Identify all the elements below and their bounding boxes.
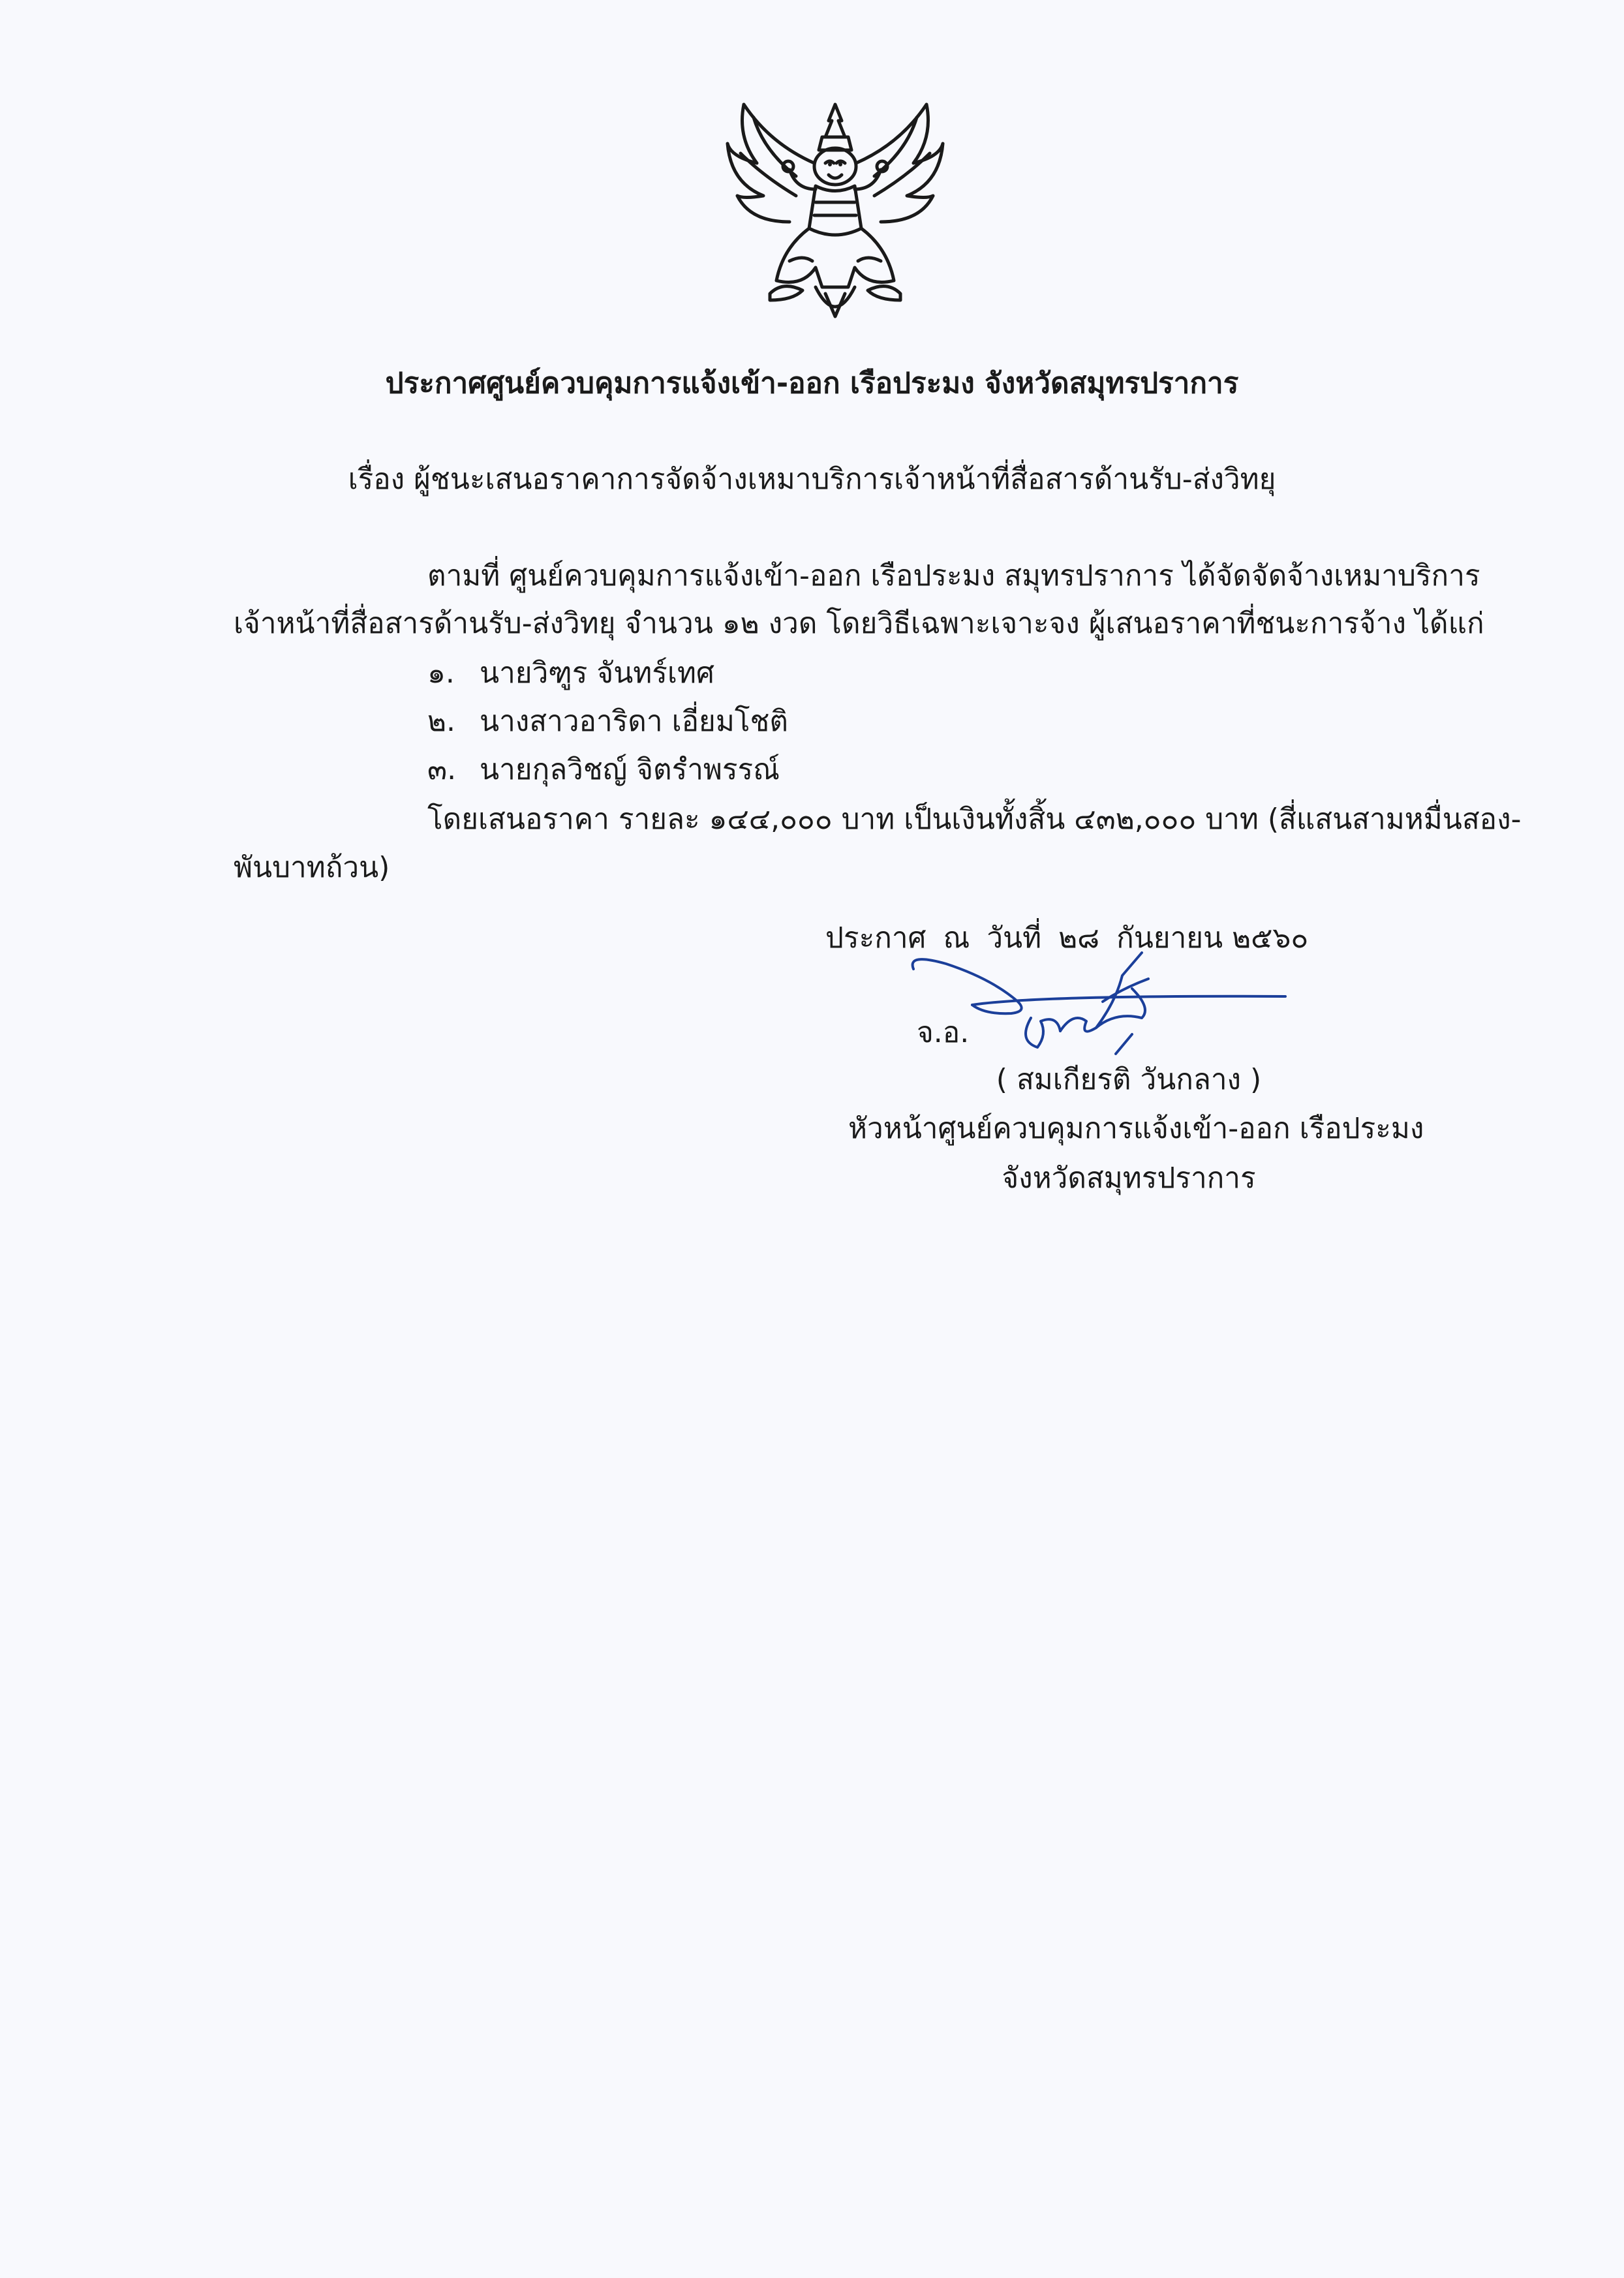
winner-item [427,745,780,795]
signer-position-line-2: จังหวัดสมุทรปราการ [1002,1162,1256,1195]
acting-prefix: จ.อ. [917,1016,970,1049]
signer-position-line-1: หัวหน้าศูนย์ควบคุมการแจ้งเข้า-ออก เรือประมง [848,1112,1424,1145]
winner-name: นางสาวอาริดา เอี่ยมโชติ [480,705,788,738]
announcement-subject: เรื่อง ผู้ชนะเสนอราคาการจัดจ้างเหมาบริการเจ้าหน้าที่สื่อสารด้านรับ-ส่งวิทยุ [348,463,1276,496]
day-label: วันที่ [987,921,1042,955]
winner-item [427,697,788,747]
signer-name: ( สมเกียรติ วันกลาง ) [996,1063,1262,1096]
price-line-2: พันบาทถ้วน) [234,851,390,884]
winner-number: ๓. [427,753,457,786]
price-line-1: โดยเสนอราคา รายละ ๑๔๔,๐๐๐ บาท เป็นเงินทั้งสิ้น ๔๓๒,๐๐๐ บาท (สี่แสนสามหมื่นสอง- [427,803,1522,836]
body-paragraph-line-1: ตามที่ ศูนย์ควบคุมการแจ้งเข้า-ออก เรือประมง สมุทรปราการ ได้จัดจัดจ้างเหมาบริการ [427,559,1480,593]
winner-number: ๑. [427,656,455,690]
signature-icon [907,949,1298,1067]
announcement-title: ประกาศศูนย์ควบคุมการแจ้งเข้า-ออก เรือประมง จังหวัดสมุทรปราการ [385,367,1239,400]
winner-name: นายวิฑูร จันทร์เทศ [480,656,714,690]
month-year: กันยายน ๒๕๖๐ [1116,921,1309,955]
winner-item [427,649,714,698]
garuda-emblem-icon [718,91,953,352]
at-word: ณ [943,921,970,955]
winner-name: นายกุลวิชญ์ จิตรำพรรณ์ [480,753,780,786]
day-value: ๒๘ [1058,921,1100,955]
announce-word: ประกาศ [825,921,927,955]
body-paragraph-line-2: เจ้าหน้าที่สื่อสารด้านรับ-ส่งวิทยุ จำนวน ๑๒ งวด โดยวิธีเฉพาะเจาะจง ผู้เสนอราคาที่ชนะการจ้าง ได้แก่ [234,607,1484,640]
winner-number: ๒. [427,705,455,738]
